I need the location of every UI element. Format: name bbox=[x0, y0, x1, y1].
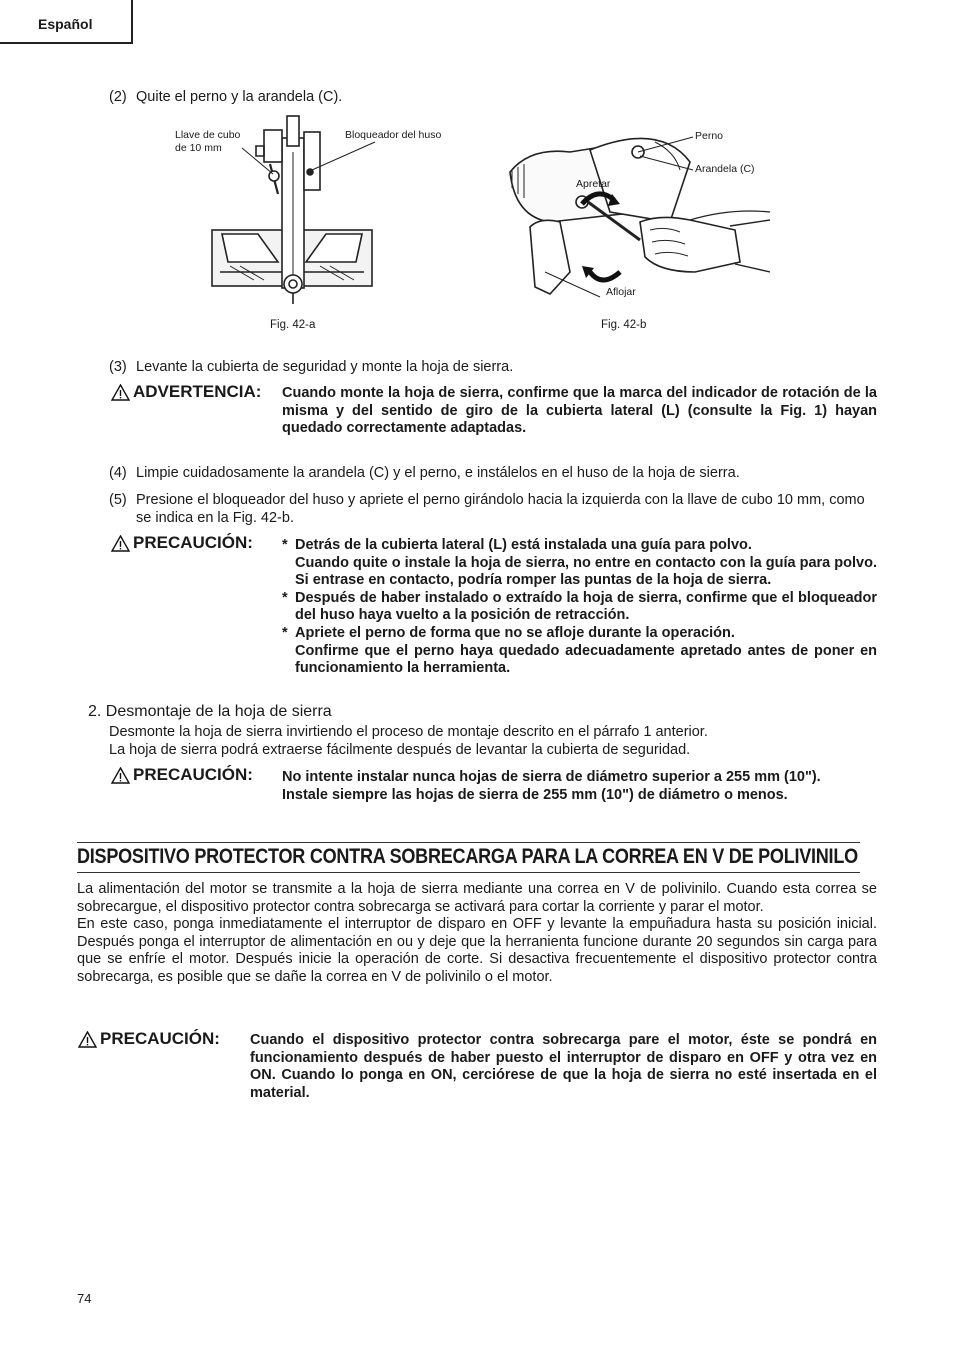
section-2-line: Desmonte la hoja de sierra invirtiendo el proceso de montaje descrito en el párrafo 1 anterior. bbox=[109, 724, 708, 740]
caution-bullet bbox=[282, 537, 877, 590]
warning-triangle-icon bbox=[111, 384, 130, 401]
warning-triangle-icon bbox=[111, 535, 130, 552]
step-2 bbox=[109, 89, 877, 107]
caution-line: No intente instalar nunca hojas de sierra de diámetro superior a 255 mm (10"). bbox=[282, 769, 821, 785]
bullet-rest: Confirme que el perno haya quedado adecuadamente apretado antes de poner en funcionamiento la herramienta. bbox=[295, 642, 877, 677]
caution-line: Instale siempre las hojas de sierra de 255 mm (10") de diámetro o menos. bbox=[282, 786, 788, 803]
label-wrench-line1: Llave de cubo bbox=[175, 129, 241, 141]
warning-label-text: ADVERTENCIA: bbox=[133, 382, 262, 401]
step-text: Levante la cubierta de seguridad y monte la hoja de sierra. bbox=[136, 359, 514, 375]
overload-body bbox=[77, 881, 877, 987]
bullet-mark: * bbox=[282, 537, 288, 553]
warning-triangle-icon bbox=[111, 767, 130, 784]
bullet-line: Detrás de la cubierta lateral (L) está instalada una guía para polvo. bbox=[295, 537, 752, 553]
caution-label bbox=[111, 533, 253, 553]
language-tab: Español bbox=[0, 0, 133, 44]
label-wrench-line2: de 10 mm bbox=[175, 142, 222, 154]
warning-label bbox=[111, 382, 261, 402]
caution-3-text: Cuando el dispositivo protector contra sobrecarga pare el motor, éste se pondrá en funcionamiento después de haber puesto el interruptor de disparo en OFF y otra vez en ON. Cuando lo ponga en ON, cerciórese de que la hoja de sierra no esté insertada en el material. bbox=[250, 1032, 877, 1101]
section-2-body bbox=[109, 724, 879, 759]
page-number: 74 bbox=[77, 1291, 92, 1306]
caution-label-text: PRECAUCIÓN: bbox=[100, 1029, 220, 1048]
label-bolt: Perno bbox=[695, 130, 724, 142]
figure-42a bbox=[170, 112, 460, 312]
step-4 bbox=[109, 465, 877, 483]
label-tighten: Apretar bbox=[576, 178, 611, 190]
caution-bullet bbox=[282, 625, 877, 678]
section-rule bbox=[77, 872, 860, 873]
label-spindle-lock: Bloqueador del huso bbox=[345, 129, 442, 141]
blade-bolt-illustration bbox=[490, 122, 770, 307]
bullet-mark: * bbox=[282, 589, 288, 606]
section-2-line: La hoja de sierra podrá extraerse fácilmente después de levantar la cubierta de seguridad. bbox=[109, 741, 691, 758]
bullet-line: Después de haber instalado o extraído la hoja de sierra, confirme que el bloqueador del huso haya vuelto a la posición de retracción. bbox=[295, 589, 877, 624]
figure-42a-caption: Fig. 42-a bbox=[270, 319, 316, 331]
bullet-line: Apriete el perno de forma que no se afloje durante la operación. bbox=[295, 624, 735, 641]
caution-label-text: PRECAUCIÓN: bbox=[133, 533, 253, 552]
overload-paragraph: La alimentación del motor se transmite a la hoja de sierra mediante una correa en V de polivinilo. Cuando esta correa se sobrecargue, el dispositivo protector contra sobrecarga se activará para cortar la corriente y parar el motor. bbox=[77, 881, 877, 915]
bullet-mark: * bbox=[282, 624, 288, 641]
figure-42b bbox=[490, 122, 770, 307]
caution-label bbox=[78, 1029, 220, 1049]
step-text: Presione el bloqueador del huso y apriete el perno girándolo hacia la izquierda con la llave de cubo 10 mm, como se indica en la Fig. 42-b. bbox=[136, 492, 865, 526]
section-rule bbox=[77, 842, 860, 843]
label-washer-c: Arandela (C) bbox=[695, 163, 755, 175]
bullet-rest: Cuando quite o instale la hoja de sierra, no entre en contacto con la guía para polvo. Si entrase en contacto, podría romper las puntas de la hoja de sierra. bbox=[295, 554, 877, 589]
caution-label bbox=[111, 765, 253, 785]
overload-heading: DISPOSITIVO PROTECTOR CONTRA SOBRECARGA PARA LA CORREA EN V DE POLIVINILO bbox=[77, 845, 858, 868]
step-5 bbox=[109, 492, 877, 527]
step-text: Limpie cuidadosamente la arandela (C) y el perno, e instálelos en el huso de la hoja de sierra. bbox=[136, 465, 740, 481]
warning-text: Cuando monte la hoja de sierra, confirme que la marca del indicador de rotación de la misma y del sentido de giro de la cubierta lateral (L) (consulte la Fig. 1) hayan quedado correctamente adaptadas. bbox=[282, 385, 877, 437]
step-number: (3) bbox=[109, 359, 127, 375]
section-2-title: 2. Desmontaje de la hoja de sierra bbox=[88, 703, 332, 720]
figure-42b-caption: Fig. 42-b bbox=[601, 319, 647, 331]
warning-triangle-icon bbox=[78, 1031, 97, 1048]
caution-2-text bbox=[282, 769, 879, 804]
caution-label-text: PRECAUCIÓN: bbox=[133, 765, 253, 784]
step-number: (5) bbox=[109, 492, 127, 508]
label-loosen: Aflojar bbox=[606, 286, 636, 298]
step-number: (2) bbox=[109, 89, 127, 105]
step-3 bbox=[109, 359, 877, 377]
overload-paragraph: En este caso, ponga inmediatamente el interruptor de disparo en OFF y levante la empuñadura hasta su posición inicial. Después ponga el interruptor de alimentación en ou y deje que la herranienta funcione durante 20 segundos sin carga para que se enfríe el motor. Después inicie la operación de corte. Si desactiva frecuentemente el dispositivo protector contra sobrecarga, es posible que se dañe la correa en V de polivinilo o el motor. bbox=[77, 916, 877, 985]
step-text: Quite el perno y la arandela (C). bbox=[136, 89, 343, 105]
caution-bullets bbox=[282, 537, 877, 678]
step-number: (4) bbox=[109, 465, 127, 481]
caution-bullet bbox=[282, 590, 877, 625]
